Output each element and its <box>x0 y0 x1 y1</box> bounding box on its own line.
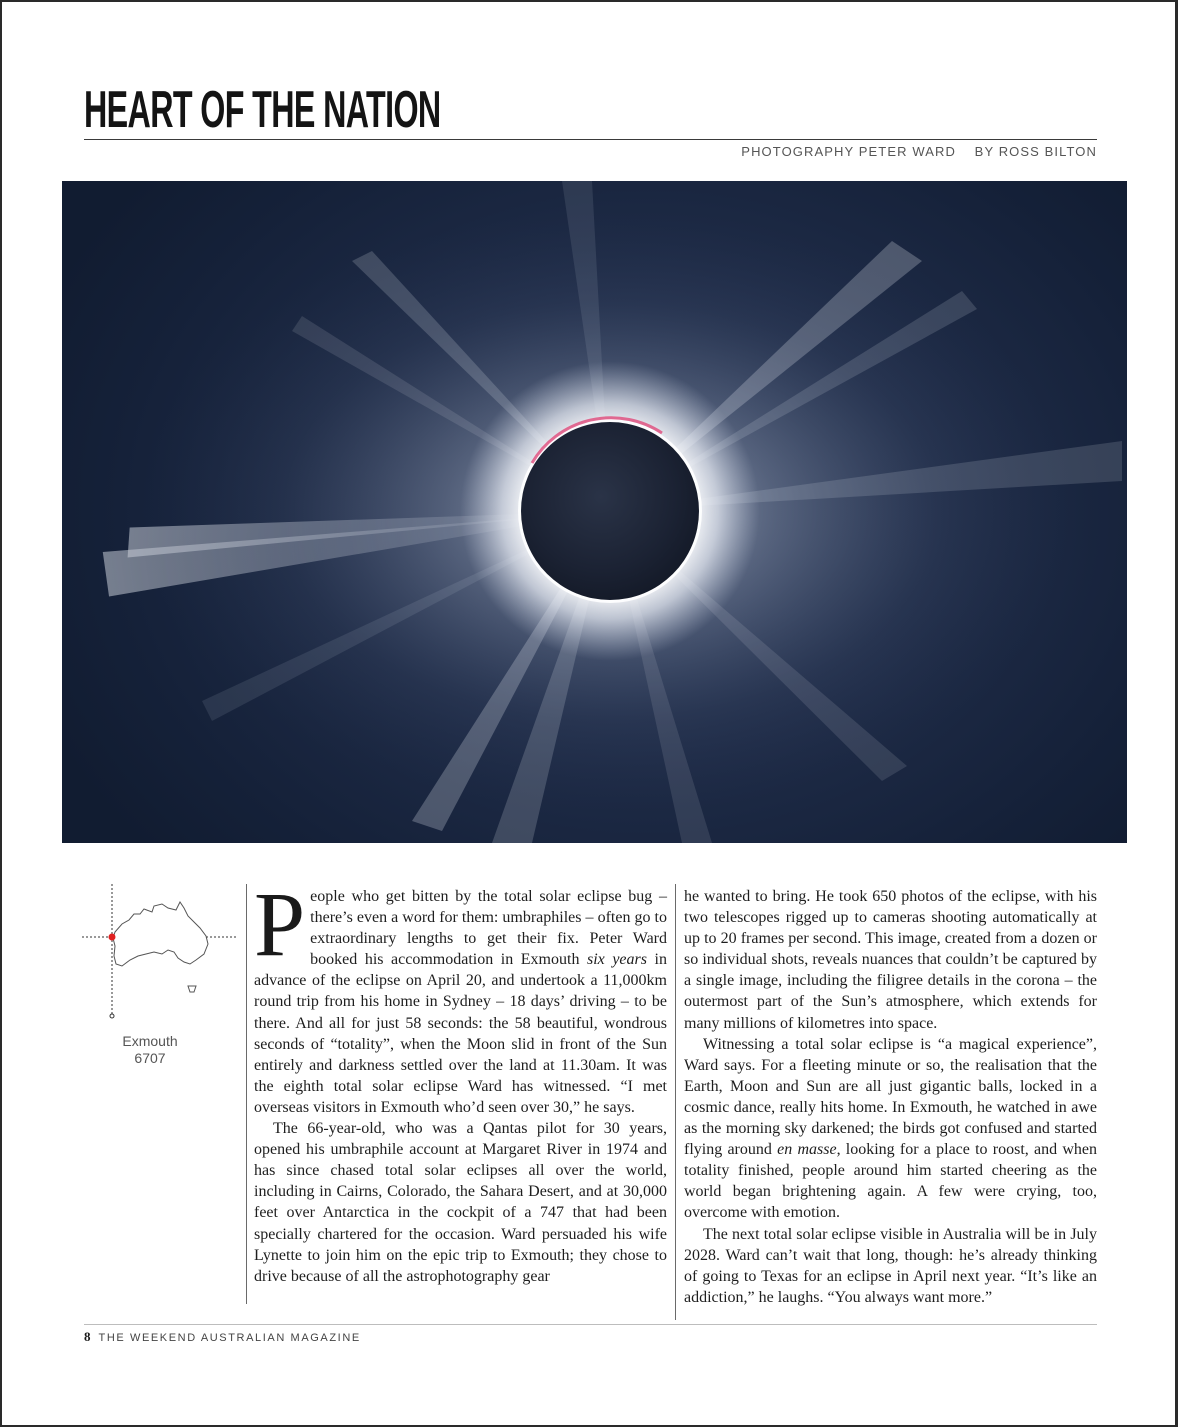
column-rule-left <box>246 884 247 1304</box>
article-column-1 <box>254 873 667 1287</box>
article-column-2 <box>684 886 1097 1308</box>
article-paragraph: he wanted to bring. He took 650 photos of the eclipse, with his two telescopes rigged up to cameras shooting automatically at up to 20 frames per second. This image, created from a dozen or so individual shots, reveals nuances that couldn’t be captured by a single image, including the filigree details in the corona – the outermost part of the Sun’s atmosphere, which extends for many millions of kilometres into space. <box>684 888 1097 1032</box>
credits <box>741 144 1097 159</box>
page-number: 8 <box>84 1329 91 1344</box>
page-footer <box>84 1329 361 1345</box>
article-paragraph: Witnessing a total solar eclipse is “a magical experience”, Ward says. For a fleeting minute or so, the realisation that the Earth, Moon and Sun are all just gigantic balls, locked in a cosmic dance, really hits home. In Exmouth, he watched in awe as the morning sky darkened; the birds got confused and started flying around en masse, looking for a place to roost, and when totality finished, people around him started cheering as the world began brightening again. A few were crying, too, overcome with emotion. <box>684 1035 1097 1222</box>
drop-cap: P <box>254 873 306 975</box>
moon-disk <box>521 422 699 600</box>
photo-credit: PHOTOGRAPHY PETER WARD <box>741 144 956 159</box>
page-title: HEART OF THE NATION <box>84 81 441 139</box>
article-paragraph: The next total solar eclipse visible in Australia will be in July 2028. Ward can’t wait that long, though: he’s already thinking of going to Texas for an eclipse in April next year. “It’s like an addiction,” he laughs. “You always want more.” <box>684 1225 1097 1306</box>
publication-name: THE WEEKEND AUSTRALIAN MAGAZINE <box>98 1332 361 1344</box>
column-rule-middle <box>675 884 676 1320</box>
australia-locator-map <box>82 882 238 1020</box>
article-paragraph: The 66-year-old, who was a Qantas pilot for 30 years, opened his umbraphile account at Margaret River in 1974 and has since chased total solar eclipses all over the world, including in Cairns, Colorado, the Sahara Desert, and at 30,000 feet over Antarctica in the cockpit of a 747 that had been specially chartered for the occasion. Ward persuaded his wife Lynette to join him on the epic trip to Exmouth; they chose to drive because of all the astrophotography gear <box>254 1120 667 1285</box>
footer-rule <box>84 1324 1097 1325</box>
locator-place: Exmouth <box>122 1033 178 1049</box>
exmouth-marker-icon <box>109 934 116 941</box>
locator-label <box>95 1033 205 1067</box>
australia-outline-icon <box>113 902 208 966</box>
eclipse-photo <box>62 181 1127 843</box>
eclipse-illustration <box>62 181 1127 843</box>
byline: BY ROSS BILTON <box>974 144 1097 159</box>
locator-postcode: 6707 <box>134 1050 166 1066</box>
title-rule <box>84 139 1097 140</box>
article-paragraph: People who get bitten by the total solar eclipse bug – there’s even a word for them: umbraphiles – often go to extraordinary lengths to get their fix. Peter Ward booked his accommodation in Exmouth six years in advance of the eclipse on April 20, and undertook a 11,000km round trip from his home in Sydney – 18 days’ driving – to be there. And all for just 58 seconds: the 58 beautiful, wondrous seconds of “totality”, when the Moon slid in front of the Sun entirely and darkness settled over the land at 11.30am. It was the eighth total solar eclipse Ward has witnessed. “I met overseas visitors in Exmouth who’d seen over 30,” he says. <box>254 873 667 1116</box>
